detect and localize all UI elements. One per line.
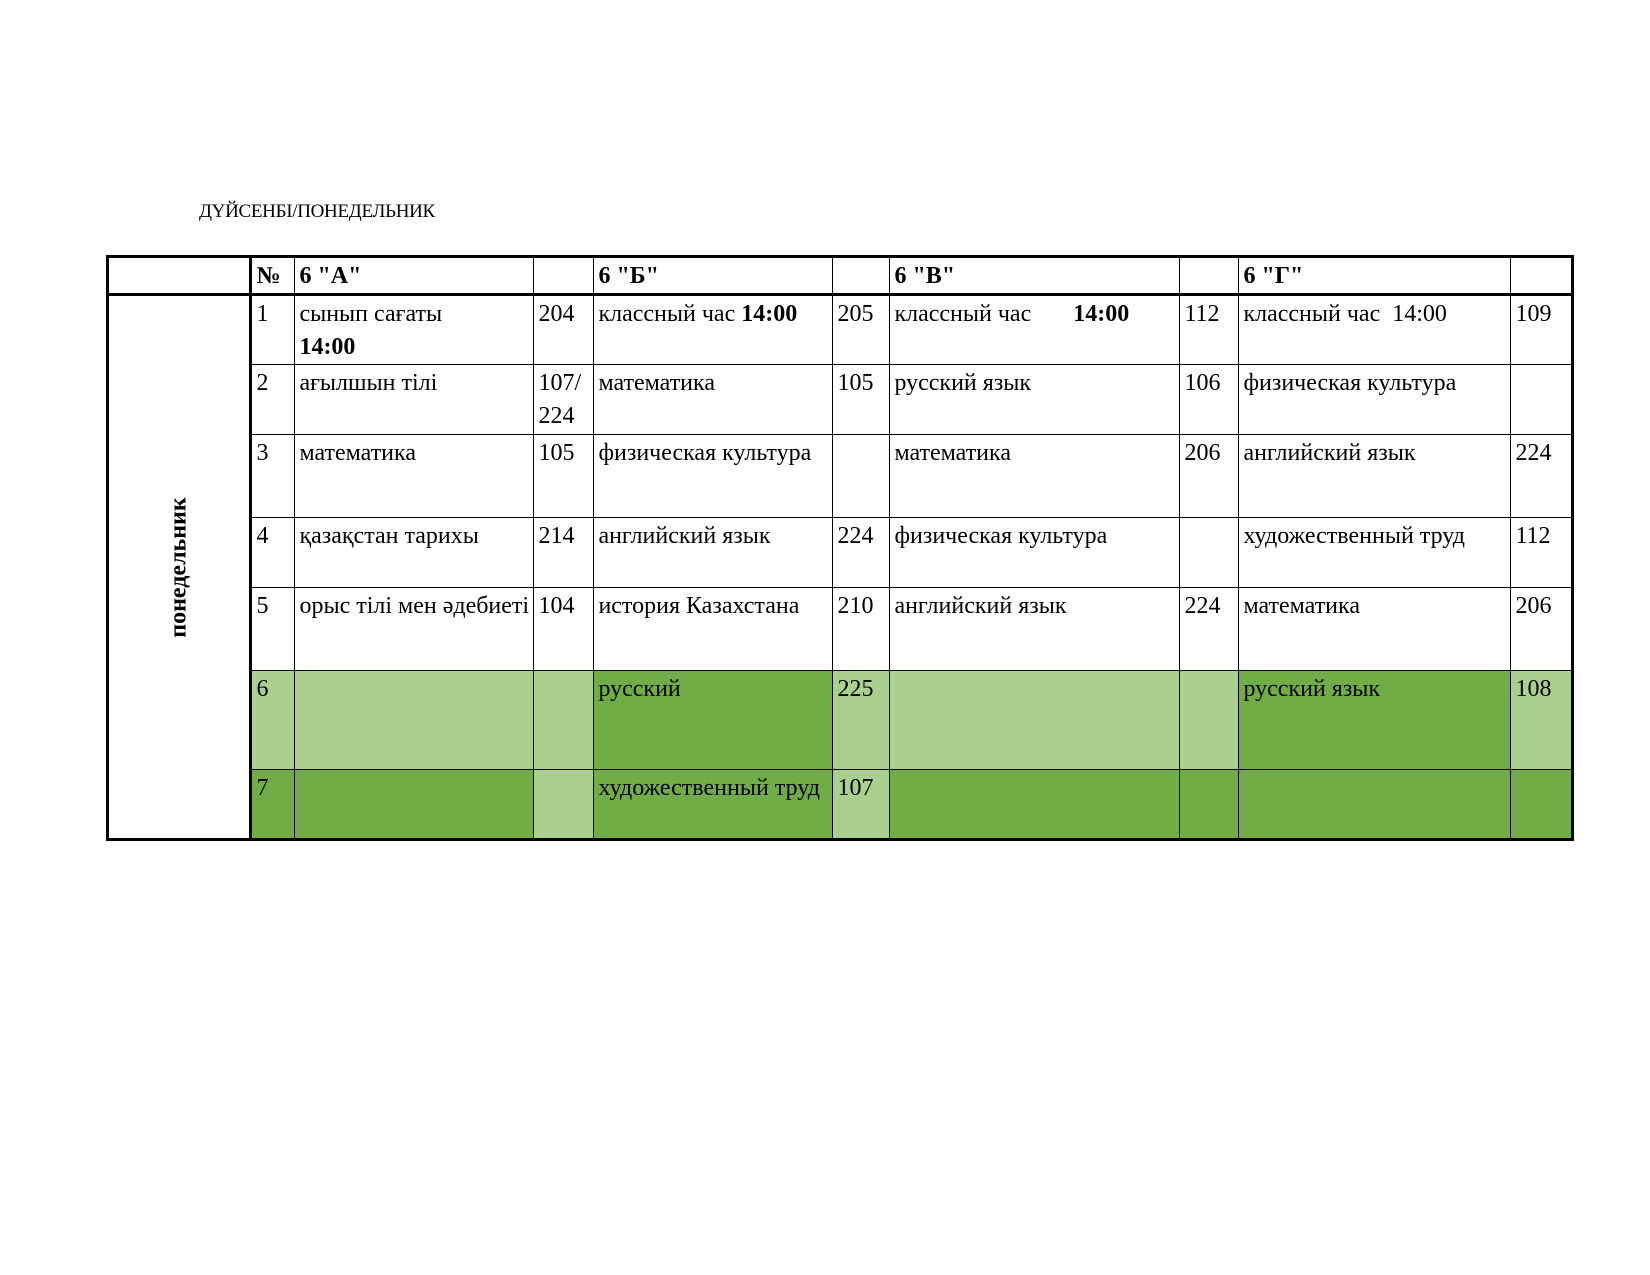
subject-cell-a [295, 671, 534, 770]
room-cell-b: 224 [833, 518, 890, 588]
subject-cell-v [890, 770, 1180, 840]
table-row [108, 588, 1573, 671]
room-cell-b: 105 [833, 365, 890, 435]
header-room-b [833, 257, 890, 295]
room-cell-a: 105 [534, 435, 594, 518]
table-row [108, 295, 1573, 365]
subject-text: сынып сағаты [299, 301, 443, 327]
room-cell-b [833, 435, 890, 518]
subject-cell-b: русский [594, 671, 833, 770]
subject-cell-g: классный час 14:00 [1239, 295, 1511, 365]
subject-cell-g: математика [1239, 588, 1511, 671]
room-cell-b: 210 [833, 588, 890, 671]
subject-cell-v: английский язык [890, 588, 1180, 671]
header-room-a [534, 257, 594, 295]
lesson-number: 1 [251, 295, 295, 365]
room-cell-g: 224 [1511, 435, 1573, 518]
schedule-table [106, 255, 1574, 841]
subject-cell-v [890, 295, 1180, 365]
subject-cell-v: русский язык [890, 365, 1180, 435]
room-cell-v: 224 [1180, 588, 1239, 671]
subject-cell-a: қазақстан тарихы [295, 518, 534, 588]
header-class-v: 6 "В" [890, 257, 1180, 295]
header-class-g: 6 "Г" [1239, 257, 1511, 295]
subject-cell-a: ағылшын тілі [295, 365, 534, 435]
room-cell-b: 205 [833, 295, 890, 365]
room-cell-g: 109 [1511, 295, 1573, 365]
subject-cell-a: орыс тілі мен әдебиеті [295, 588, 534, 671]
day-label: понедельник [165, 496, 192, 638]
room-cell-g: 112 [1511, 518, 1573, 588]
subject-cell-g: художественный труд [1239, 518, 1511, 588]
page-heading: ДҮЙСЕНБІ/ПОНЕДЕЛЬНИК [199, 201, 435, 222]
room-cell-a: 204 [534, 295, 594, 365]
room-cell-g: 206 [1511, 588, 1573, 671]
header-row [108, 257, 1573, 295]
lesson-number: 5 [251, 588, 295, 671]
subject-cell-b: математика [594, 365, 833, 435]
room-cell-g [1511, 365, 1573, 435]
day-cell [108, 295, 251, 840]
subject-cell-g: русский язык [1239, 671, 1511, 770]
lesson-number: 7 [251, 770, 295, 840]
subject-cell-b: физическая культура [594, 435, 833, 518]
room-cell-a: 214 [534, 518, 594, 588]
lesson-number: 2 [251, 365, 295, 435]
room-cell-b: 107 [833, 770, 890, 840]
subject-cell-g [1239, 770, 1511, 840]
corner-cell [108, 257, 251, 295]
subject-text: классный час [894, 301, 1074, 327]
room-cell-g: 108 [1511, 671, 1573, 770]
subject-cell-a [295, 770, 534, 840]
room-cell-g [1511, 770, 1573, 840]
lesson-number: 4 [251, 518, 295, 588]
header-num: № [251, 257, 295, 295]
room-cell-v [1180, 518, 1239, 588]
lesson-number: 3 [251, 435, 295, 518]
room-cell-v [1180, 671, 1239, 770]
room-cell-a: 104 [534, 588, 594, 671]
table-row [108, 435, 1573, 518]
subject-cell-v [890, 671, 1180, 770]
room-cell-a [534, 671, 594, 770]
room-cell-v: 206 [1180, 435, 1239, 518]
table-row [108, 518, 1573, 588]
room-cell-b: 225 [833, 671, 890, 770]
subject-cell-g: физическая культура [1239, 365, 1511, 435]
room-cell-v [1180, 770, 1239, 840]
lesson-number: 6 [251, 671, 295, 770]
header-room-v [1180, 257, 1239, 295]
subject-text: классный час [598, 301, 742, 327]
time-text: 14:00 [741, 301, 798, 327]
table-row [108, 770, 1573, 840]
room-cell-v: 106 [1180, 365, 1239, 435]
subject-cell-b: история Казахстана [594, 588, 833, 671]
subject-cell-b: английский язык [594, 518, 833, 588]
room-cell-a [534, 770, 594, 840]
time-text: 14:00 [299, 334, 356, 360]
room-cell-v: 112 [1180, 295, 1239, 365]
subject-cell-v: математика [890, 435, 1180, 518]
time-text: 14:00 [1073, 301, 1130, 327]
subject-cell-b [594, 295, 833, 365]
subject-cell-v: физическая культура [890, 518, 1180, 588]
header-class-a: 6 "А" [295, 257, 534, 295]
room-cell-a: 107/ 224 [534, 365, 594, 435]
header-room-g [1511, 257, 1573, 295]
table-row [108, 671, 1573, 770]
subject-cell-g: английский язык [1239, 435, 1511, 518]
table-row [108, 365, 1573, 435]
header-class-b: 6 "Б" [594, 257, 833, 295]
subject-cell-a [295, 295, 534, 365]
subject-cell-b: художественный труд [594, 770, 833, 840]
subject-cell-a: математика [295, 435, 534, 518]
